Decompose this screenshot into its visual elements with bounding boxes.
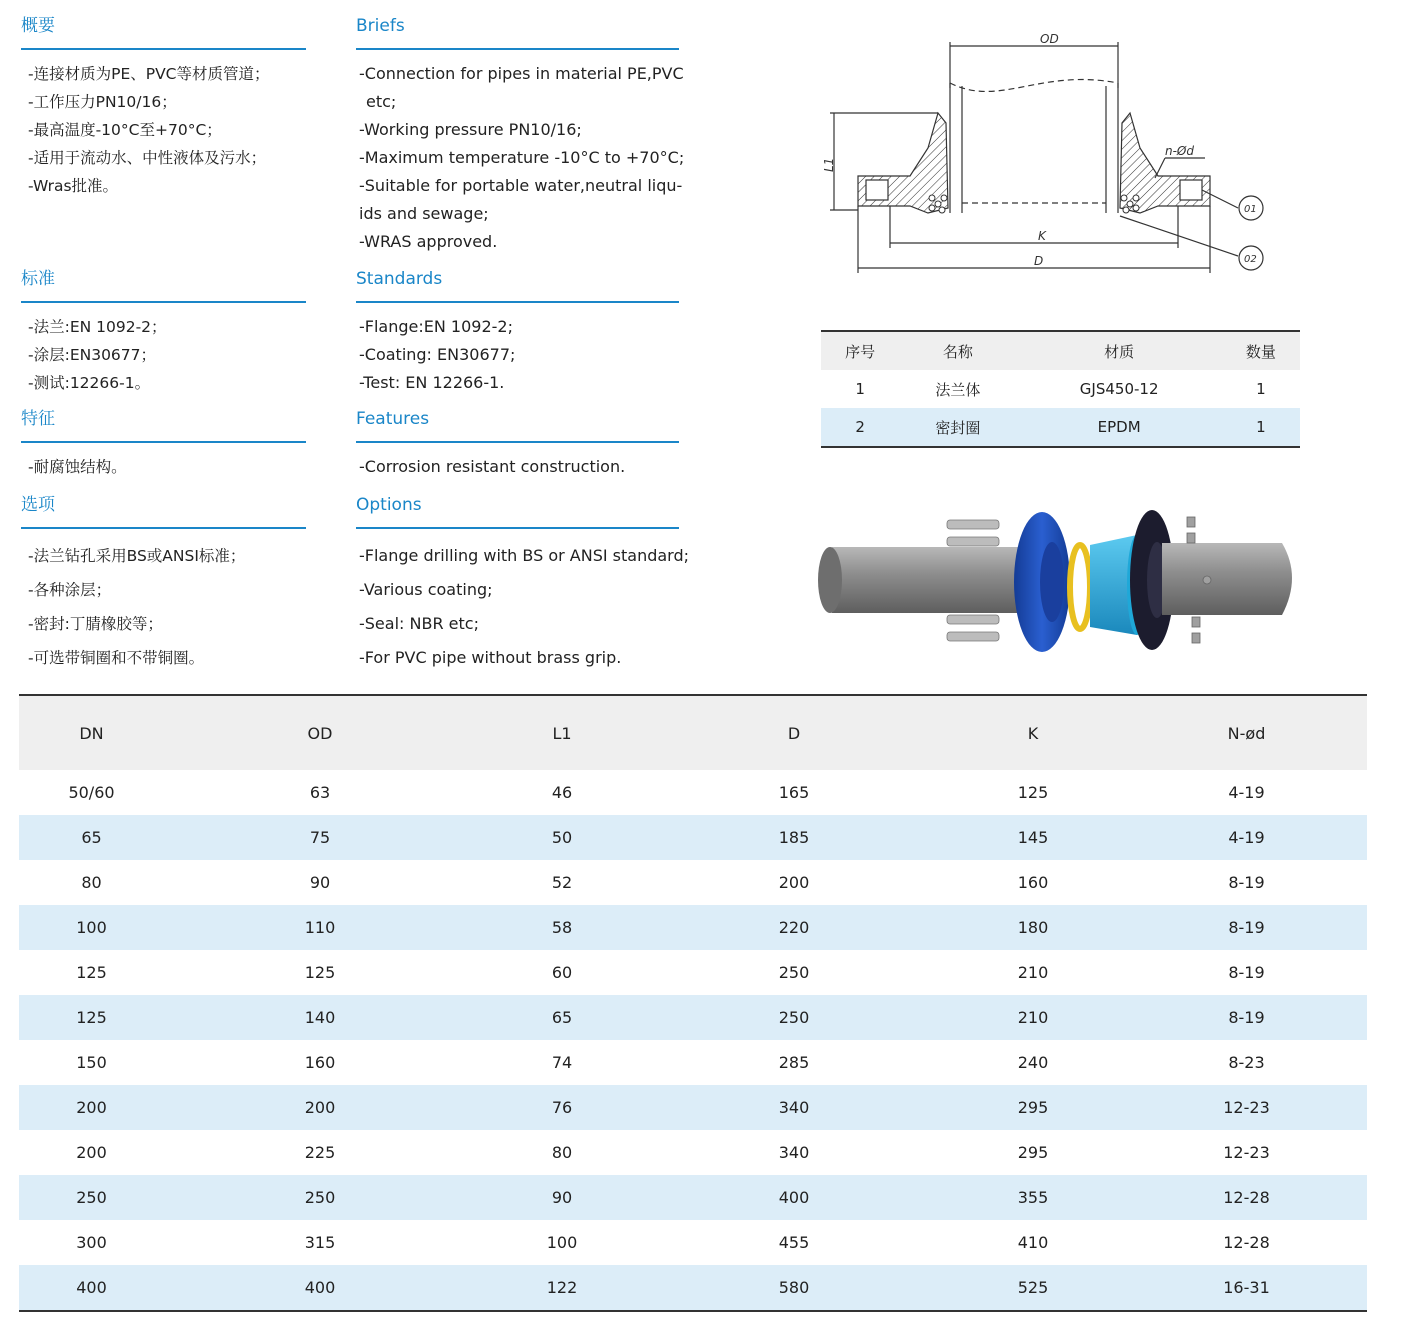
table-cell: 165 (778, 783, 810, 802)
table-cell: GJS450-12 (1079, 380, 1159, 398)
table-cell: 125 (76, 963, 107, 982)
header-cell: 序号 (821, 331, 899, 370)
table-cell: 63 (309, 783, 331, 802)
divider (356, 441, 679, 443)
table-cell: 74 (551, 1053, 573, 1072)
label-l1: L1 (822, 157, 836, 172)
section-title: 标准 (21, 269, 55, 289)
text-line: -Coating: EN30677; (359, 345, 516, 364)
header-cell: DN (19, 695, 164, 770)
divider (21, 441, 306, 443)
table-cell: 295 (940, 1085, 1126, 1130)
table-cell: 295 (1017, 1143, 1049, 1162)
text-line: -可选带铜圈和不带铜圈。 (28, 649, 205, 667)
table-row (19, 995, 1367, 1040)
section-features-cn (21, 407, 306, 481)
table-cell: 90 (309, 873, 331, 892)
text-line: -Flange:EN 1092-2; (359, 317, 513, 336)
header-cell: K (940, 695, 1126, 770)
table-cell: 240 (1017, 1053, 1049, 1072)
parts-table (821, 330, 1300, 448)
table-cell: 12-28 (1126, 1175, 1367, 1220)
text-line: -密封:丁腈橡胶等； (28, 615, 163, 633)
table-row (19, 770, 1367, 815)
table-cell: 12-23 (1223, 1143, 1270, 1162)
header-cell: OD (164, 695, 476, 770)
header-cell: N-ød (1126, 695, 1367, 770)
table-cell: 58 (476, 905, 648, 950)
table-cell: 200 (76, 1143, 107, 1162)
table-cell: 8-19 (1126, 905, 1367, 950)
table-cell: 340 (648, 1085, 940, 1130)
table-cell: 8-19 (1126, 995, 1367, 1040)
table-cell: 110 (164, 905, 476, 950)
label-part-02: 02 (1244, 254, 1257, 265)
label-k: K (1038, 229, 1046, 243)
section-standards-en (356, 267, 679, 397)
table-cell: 300 (76, 1233, 107, 1252)
table-cell: 65 (19, 815, 164, 860)
table-cell: 1 (1222, 408, 1300, 447)
section-title: Options (356, 495, 422, 515)
table-cell: 285 (778, 1053, 810, 1072)
table-cell: 4-19 (1228, 783, 1265, 802)
table-cell: 46 (551, 783, 573, 802)
table-cell: 140 (164, 995, 476, 1040)
table-cell: 80 (551, 1143, 573, 1162)
table-row (19, 1040, 1367, 1085)
product-illustration (812, 505, 1297, 660)
table-cell: 52 (551, 873, 573, 892)
table-row (821, 370, 1300, 408)
table-cell: 1 (855, 380, 865, 398)
table-cell: 250 (19, 1175, 164, 1220)
text-line: -For PVC pipe without brass grip. (359, 648, 622, 667)
text-line: -Test: EN 12266-1. (359, 373, 505, 392)
text-line: -Flange drilling with BS or ANSI standard; (359, 546, 690, 565)
table-cell: 50/60 (68, 783, 115, 802)
text-line: -Suitable for portable water,neutral liqu- (359, 176, 683, 195)
table-cell: 400 (19, 1265, 164, 1311)
table-cell: 410 (1017, 1233, 1049, 1252)
text-line: -Connection for pipes in material PE,PVC (359, 64, 684, 83)
table-cell: 122 (476, 1265, 648, 1311)
table-cell: 8-19 (1228, 873, 1265, 892)
section-title: Briefs (356, 16, 405, 36)
table-cell: 125 (1017, 783, 1049, 802)
table-cell: 16-31 (1126, 1265, 1367, 1311)
section-title: 概要 (21, 16, 55, 36)
table-cell: 220 (648, 905, 940, 950)
divider (21, 527, 306, 529)
table-row (19, 815, 1367, 860)
table-cell: 580 (648, 1265, 940, 1311)
table-cell: 200 (164, 1085, 476, 1130)
text-line: -连接材质为PE、PVC等材质管道； (28, 65, 270, 83)
table-cell: 150 (76, 1053, 107, 1072)
label-part-01: 01 (1244, 204, 1257, 215)
section-title: 选项 (21, 495, 55, 515)
section-title: Features (356, 409, 430, 429)
table-cell: 225 (304, 1143, 336, 1162)
table-row (19, 905, 1367, 950)
technical-drawing (810, 28, 1290, 278)
table-cell: 100 (19, 905, 164, 950)
table-cell: 65 (476, 995, 648, 1040)
divider (21, 301, 306, 303)
section-title: Standards (356, 269, 443, 289)
label-n-phid: n-Ød (1165, 144, 1194, 158)
table-cell: 8-19 (1228, 963, 1265, 982)
text-line: -适用于流动水、中性液体及污水； (28, 149, 267, 167)
table-cell: 145 (940, 815, 1126, 860)
text-line: -Seal: NBR etc; (359, 614, 479, 633)
table-cell: 100 (546, 1233, 578, 1252)
table-cell: 210 (1017, 963, 1049, 982)
table-cell: 160 (1017, 873, 1049, 892)
section-standards-cn (21, 267, 306, 397)
label-d: D (1034, 254, 1044, 268)
header-cell: D (648, 695, 940, 770)
section-options-en (356, 493, 690, 675)
header-cell: 名称 (899, 331, 1016, 370)
table-cell: 340 (778, 1143, 810, 1162)
text-line: -涂层:EN30677； (28, 346, 157, 364)
table-cell: 355 (940, 1175, 1126, 1220)
table-cell: 200 (778, 873, 810, 892)
dimensions-table (19, 694, 1367, 1312)
divider (21, 48, 306, 50)
text-line: -耐腐蚀结构。 (28, 458, 127, 476)
table-cell: 50 (476, 815, 648, 860)
text-line: -最高温度-10°C至+70°C； (28, 121, 222, 139)
table-cell: 8-23 (1228, 1053, 1265, 1072)
table-cell: 200 (19, 1085, 164, 1130)
table-row (19, 1175, 1367, 1220)
table-cell: 455 (778, 1233, 810, 1252)
table-header-row (821, 331, 1300, 370)
table-cell: 250 (778, 963, 810, 982)
section-title: 特征 (21, 409, 55, 429)
table-row (19, 950, 1367, 995)
table-cell: 60 (551, 963, 573, 982)
divider (356, 527, 679, 529)
table-cell: 400 (164, 1265, 476, 1311)
text-line: -Maximum temperature -10°C to +70°C; (359, 148, 685, 167)
table-row (19, 1130, 1367, 1175)
table-cell: 密封圈 (899, 408, 1016, 447)
table-cell: 210 (940, 995, 1126, 1040)
text-line: -Various coating; (359, 580, 493, 599)
table-cell: 250 (164, 1175, 476, 1220)
divider (356, 301, 679, 303)
table-header-row (19, 695, 1367, 770)
table-cell: 185 (648, 815, 940, 860)
table-cell: 125 (304, 963, 336, 982)
header-cell: L1 (476, 695, 648, 770)
table-cell: 160 (304, 1053, 336, 1072)
table-cell: 250 (648, 995, 940, 1040)
text-line: -工作压力PN10/16； (28, 93, 177, 111)
table-cell: 76 (476, 1085, 648, 1130)
text-line: -Wras批准。 (28, 177, 119, 195)
table-cell: 525 (940, 1265, 1126, 1311)
table-cell: 1 (1256, 380, 1266, 398)
text-line: -Corrosion resistant construction. (359, 457, 626, 476)
table-row (19, 860, 1367, 905)
table-cell: 4-19 (1126, 815, 1367, 860)
text-line: -WRAS approved. (359, 232, 498, 251)
table-cell: 75 (164, 815, 476, 860)
table-row (19, 1085, 1367, 1130)
section-features-en (356, 407, 679, 481)
table-cell: 80 (81, 873, 102, 892)
table-cell: 125 (19, 995, 164, 1040)
table-cell: 法兰体 (935, 380, 981, 399)
text-line: -Working pressure PN10/16; (359, 120, 582, 139)
table-cell: 2 (821, 408, 899, 447)
text-line: -法兰:EN 1092-2； (28, 318, 167, 336)
section-briefs-en (356, 14, 685, 256)
label-od: OD (1040, 32, 1059, 46)
header-cell: 材质 (1017, 331, 1222, 370)
text-line: -测试:12266-1。 (28, 374, 151, 392)
section-overview-cn (21, 14, 306, 200)
table-row (19, 1265, 1367, 1311)
text-line: ids and sewage; (359, 204, 489, 223)
table-cell: 180 (940, 905, 1126, 950)
table-row (821, 408, 1300, 447)
table-cell: 12-23 (1126, 1085, 1367, 1130)
divider (356, 48, 679, 50)
section-options-cn (21, 493, 306, 675)
text-line: -各种涂层； (28, 581, 112, 599)
text-line: etc; (366, 92, 397, 111)
header-cell: 数量 (1222, 331, 1300, 370)
table-cell: EPDM (1017, 408, 1222, 447)
table-row (19, 1220, 1367, 1265)
table-cell: 12-28 (1223, 1233, 1270, 1252)
table-cell: 90 (476, 1175, 648, 1220)
text-line: -法兰钻孔采用BS或ANSI标准； (28, 547, 246, 565)
table-cell: 315 (304, 1233, 336, 1252)
table-cell: 400 (648, 1175, 940, 1220)
